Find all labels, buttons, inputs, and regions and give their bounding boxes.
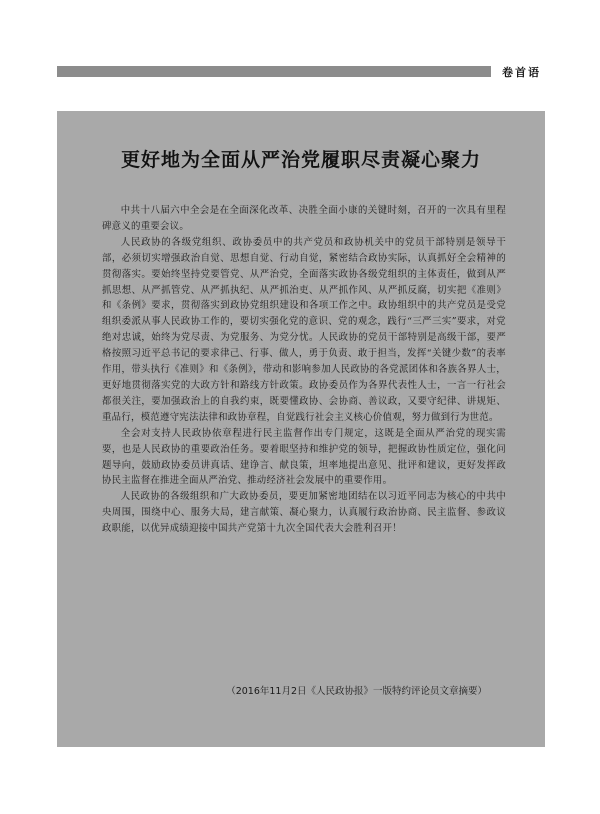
editorial-panel — [57, 111, 545, 747]
article-citation: （2016年11月2日《人民政协报》一版特约评论员文章摘要） — [226, 686, 487, 697]
article-body — [102, 203, 506, 537]
article-title: 更好地为全面从严治党履职尽责凝心聚力 — [120, 149, 481, 171]
article-paragraph: 中共十八届六中全会是在全面深化改革、决胜全面小康的关键时刻，召开的一次具有里程碑意义的重要会议。 — [102, 205, 506, 232]
article-paragraph: 人民政协的各级组织和广大政协委员，要更加紧密地团结在以习近平同志为核心的中共中央周围，围绕中心、服务大局，建言献策、凝心聚力，认真履行政治协商、民主监督、参政议政职能，以优异成绩迎接中国共产党第十九次全国代表大会胜利召开！ — [102, 491, 506, 535]
header-rule-bar — [57, 66, 491, 77]
section-label: 卷首语 — [502, 66, 541, 79]
article-paragraph: 全会对支持人民政协依章程进行民主监督作出专门规定，这既是全面从严治党的现实需要，也是人民政协的重要政治任务。要着眼坚持和维护党的领导，把握政协性质定位，强化问题导向，鼓励政协委员讲真话、建诤言、献良策，坦率地提出意见、批评和建议，更好发挥政协民主监督在推进全面从严治党、推动经济社会发展中的重要作用。 — [102, 427, 506, 487]
article-paragraph: 人民政协的各级党组织、政协委员中的共产党员和政协机关中的党员干部特别是领导干部，必须切实增强政治自觉、思想自觉、行动自觉，紧密结合政协实际，认真抓好全会精神的贯彻落实。要始终坚持党要管党、从严治党，全面落实政协各级党组织的主体责任，做到从严抓思想、从严抓管党、从严抓执纪、从严抓治吏、从严抓作风、从严抓反腐，切实把《准则》和《条例》要求，贯彻落实到政协党组织建设和各项工作之中。政协组织中的共产党员是受党组织委派从事人民政协工作的，要切实强化党的意识、党的观念，践行“三严三实”要求，对党绝对忠诚，始终为党尽责、为党服务、为党分忧。人民政协的党员干部特别是高级干部，要严格按照习近平总书记的要求律己、行事、做人，勇于负责、敢于担当，发挥“关键少数”的表率作用，带头执行《准则》和《条例》，带动和影响参加人民政协的各党派团体和各族各界人士，更好地贯彻落实党的大政方针和路线方针政策。政协委员作为各界代表性人士，一言一行社会都很关注，要加强政治上的自我约束，既要懂政协、会协商、善议政，又要守纪律、讲规矩、重品行，模范遵守宪法法律和政协章程，自觉践行社会主义核心价值观，努力做到行为世范。 — [102, 236, 506, 423]
